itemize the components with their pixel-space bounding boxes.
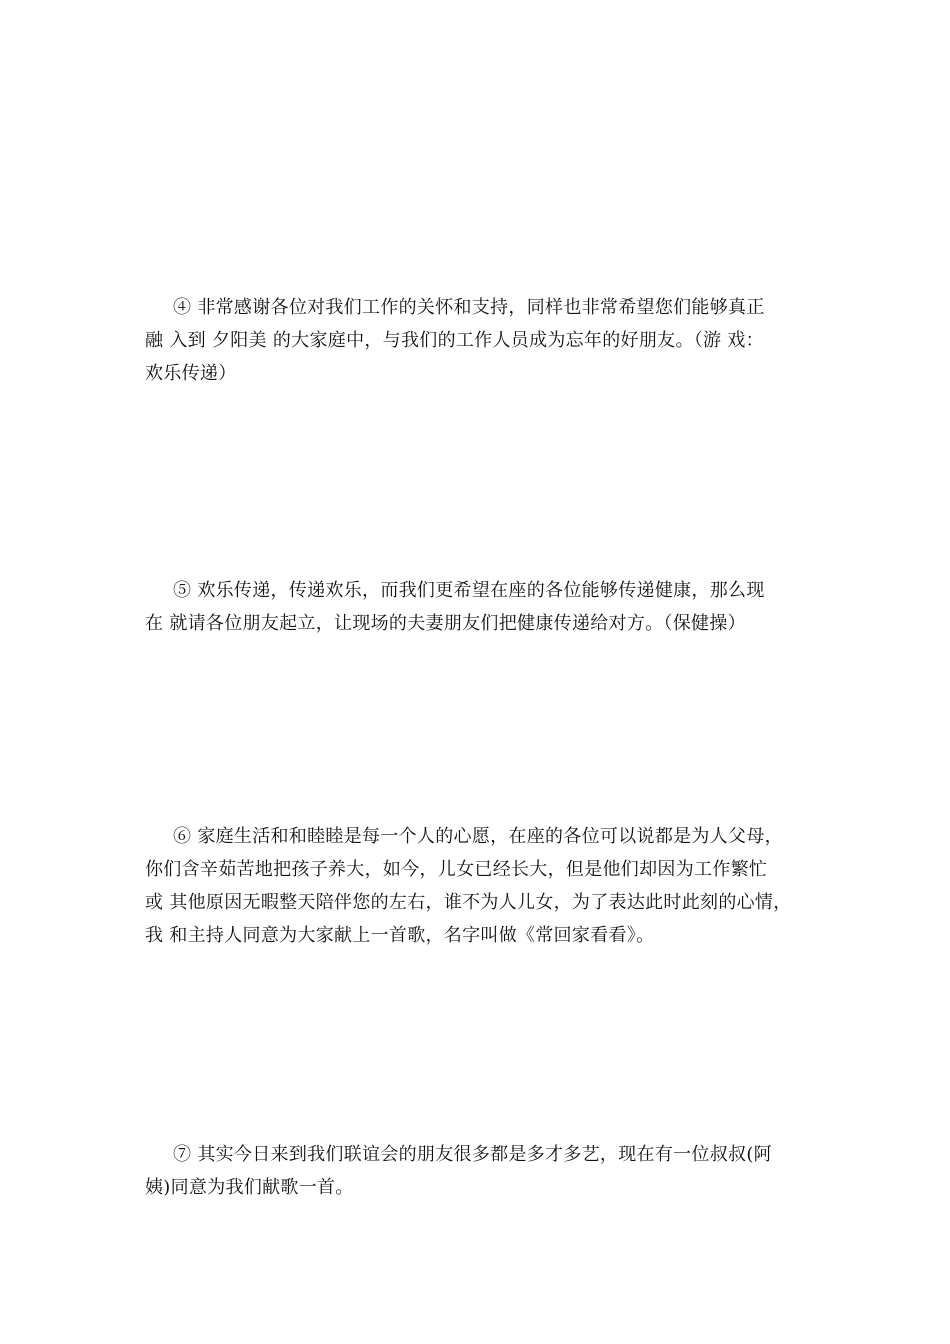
paragraph-line: 欢乐传递） bbox=[145, 363, 237, 384]
paragraph-line: 姨)同意为我们献歌一首。 bbox=[145, 1177, 354, 1198]
paragraph-line: 或 其他原因无暇整天陪伴您的左右，谁不为人儿女，为了表达此时此刻的心情， bbox=[145, 892, 792, 913]
paragraph-7 bbox=[145, 1138, 825, 1204]
paragraph-line: ⑥ 家庭生活和和睦睦是每一个人的心愿，在座的各位可以说都是为人父母， bbox=[173, 826, 783, 847]
paragraph-line: 融 入到 夕阳美 的大家庭中，与我们的工作人员成为忘年的好朋友。（游 戏： bbox=[145, 330, 764, 351]
paragraph-line: ⑦ 其实今日来到我们联谊会的朋友很多都是多才多艺，现在有一位叔叔(阿 bbox=[173, 1144, 772, 1165]
paragraph-4 bbox=[145, 291, 825, 390]
paragraph-line: ④ 非常感谢各位对我们工作的关怀和支持，同样也非常希望您们能够真正 bbox=[173, 297, 765, 318]
paragraph-6 bbox=[145, 820, 825, 952]
paragraph-line: 你们含辛茹苦地把孩子养大，如今，儿女已经长大，但是他们却因为工作繁忙 bbox=[145, 859, 768, 880]
paragraph-line: 在 就请各位朋友起立，让现场的夫妻朋友们把健康传递给对方。（保健操） bbox=[145, 613, 746, 634]
paragraph-line: ⑤ 欢乐传递，传递欢乐，而我们更希望在座的各位能够传递健康，那么现 bbox=[173, 580, 765, 601]
paragraph-5 bbox=[145, 574, 825, 640]
paragraph-line: 我 和主持人同意为大家献上一首歌，名字叫做《常回家看看》。 bbox=[145, 925, 655, 946]
